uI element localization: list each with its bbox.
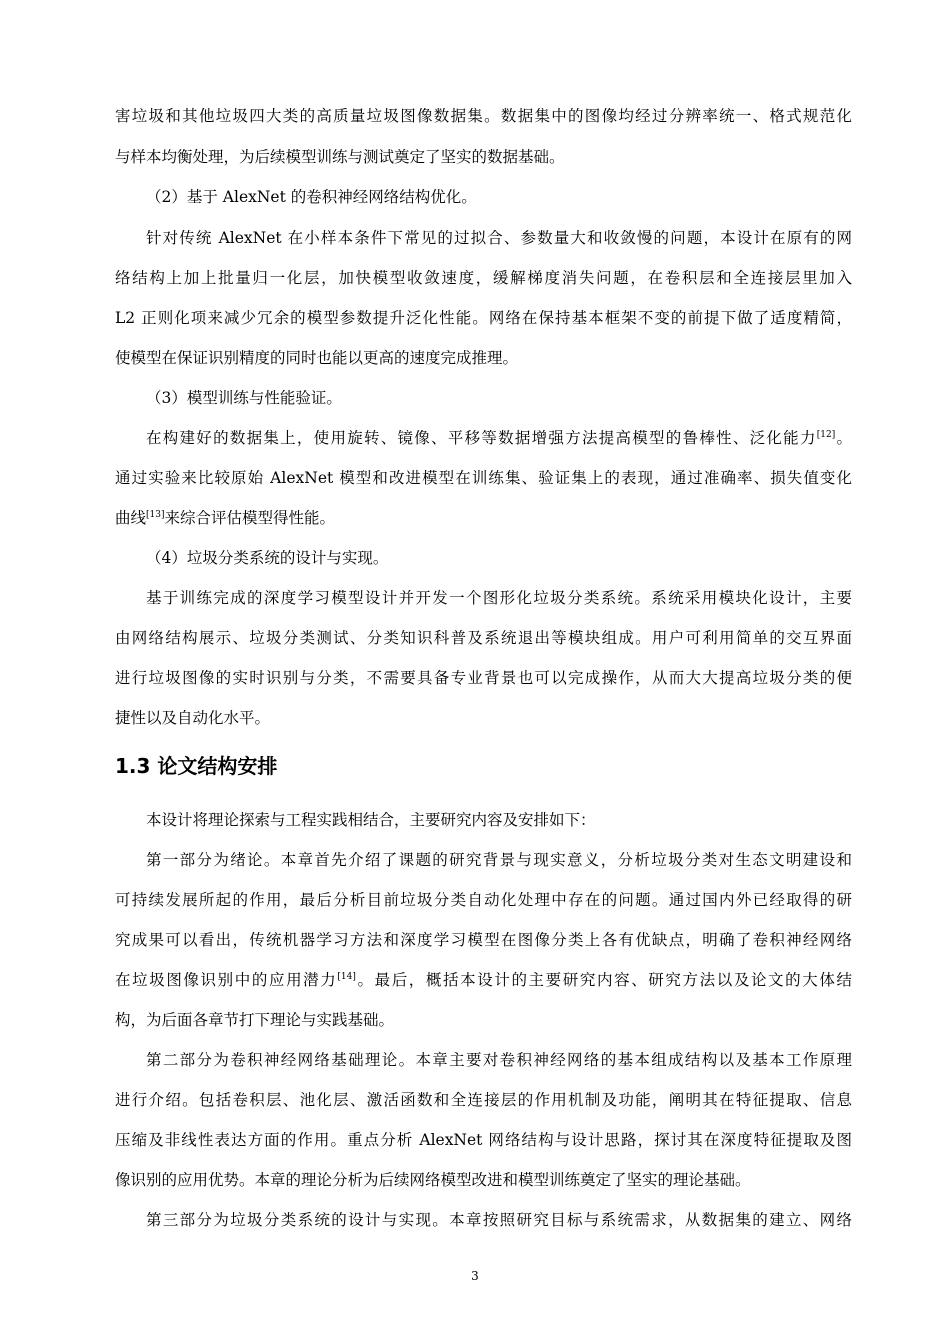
paragraph-line: 捷性以及自动化水平。 <box>115 709 271 727</box>
paragraph-line: 可持续发展所起的作用，最后分析目前垃圾分类自动化处理中存在的问题。通过国内外已经取得的研 <box>115 891 852 909</box>
paragraph-line: 第二部分为卷积神经网络基础理论。本章主要对卷积神经网络的基本组成结构以及基本工作原理 <box>146 1051 852 1069</box>
line-text: 曲线 <box>115 509 147 527</box>
line-text: 。 <box>835 429 852 447</box>
line-text: 在构建好的数据集上，使用旋转、镜像、平移等数据增强方法提高模型的鲁棒性、泛化能力 <box>146 429 817 447</box>
paragraph-line: 由网络结构展示、垃圾分类测试、分类知识科普及系统退出等模块组成。用户可利用简单的交互界面 <box>115 629 852 647</box>
paragraph-line: 本设计将理论探索与工程实践相结合，主要研究内容及安排如下： <box>146 811 596 829</box>
paragraph-line: 使模型在保证识别精度的同时也能以更高的速度完成推理。 <box>115 349 519 367</box>
subsection-heading: （4）垃圾分类系统的设计与实现。 <box>146 549 389 567</box>
paragraph-line: L2 正则化项来减少冗余的模型参数提升泛化性能。网络在保持基本框架不变的前提下做了适度精简， <box>115 309 852 327</box>
paragraph-line: 络结构上加上批量归一化层，加快模型收敛速度，缓解梯度消失问题，在卷积层和全连接层里加入 <box>115 269 852 287</box>
line-text: 。最后，概括本设计的主要研究内容、研究方法以及论文的大体结 <box>355 971 852 989</box>
paragraph-line: 针对传统 AlexNet 在小样本条件下常见的过拟合、参数量大和收敛慢的问题，本设计在原有的网 <box>146 229 852 247</box>
paragraph-line: 像识别的应用优势。本章的理论分析为后续网络模型改进和模型训练奠定了坚实的理论基础。 <box>115 1171 751 1189</box>
paragraph-line: 基于训练完成的深度学习模型设计并开发一个图形化垃圾分类系统。系统采用模块化设计，主要 <box>146 589 852 607</box>
paragraph-line: 进行介绍。包括卷积层、池化层、激活函数和全连接层的作用机制及功能，阐明其在特征提取、信息 <box>115 1091 852 1109</box>
paragraph-line: 压缩及非线性表达方面的作用。重点分析 AlexNet 网络结构与设计思路，探讨其在深度特征提取及图 <box>115 1131 852 1149</box>
section-heading: 1.3 论文结构安排 <box>115 754 278 778</box>
line-text: 在垃圾图像识别中的应用潜力 <box>115 971 338 989</box>
paragraph-line: 进行垃圾图像的实时识别与分类，不需要具备专业背景也可以完成操作，从而大大提高垃圾分类的便 <box>115 669 852 687</box>
paragraph-line: 第一部分为绪论。本章首先介绍了课题的研究背景与现实意义，分析垃圾分类对生态文明建设和 <box>146 851 852 869</box>
subsection-heading: （3）模型训练与性能验证。 <box>146 389 342 407</box>
paragraph-line: 通过实验来比较原始 AlexNet 模型和改进模型在训练集、验证集上的表现，通过准确率、损失值变化 <box>115 469 852 487</box>
line-text: 来综合评估模型得性能。 <box>164 509 336 527</box>
citation-ref[interactable]: [12] <box>816 430 836 440</box>
citation-ref[interactable]: [14] <box>337 972 356 982</box>
page-number: 3 <box>471 1269 479 1283</box>
paragraph-line: 构，为后面各章节打下理论与实践基础。 <box>115 1011 395 1029</box>
subsection-heading: （2）基于 AlexNet 的卷积神经网络结构优化。 <box>146 188 477 206</box>
paragraph-line <box>115 970 852 993</box>
paragraph-line: 第三部分为垃圾分类系统的设计与实现。本章按照研究目标与系统需求，从数据集的建立、网络 <box>146 1211 852 1229</box>
paragraph-line <box>115 508 852 531</box>
paragraph-line: 究成果可以看出，传统机器学习方法和深度学习模型在图像分类上各有优缺点，明确了卷积神经网络 <box>115 931 852 949</box>
paragraph-line: 与样本均衡处理，为后续模型训练与测试奠定了坚实的数据基础。 <box>115 148 565 166</box>
paragraph-line: 害垃圾和其他垃圾四大类的高质量垃圾图像数据集。数据集中的图像均经过分辨率统一、格式规范化 <box>115 107 852 125</box>
paragraph-line <box>146 428 852 451</box>
citation-ref[interactable]: [13] <box>146 510 165 520</box>
